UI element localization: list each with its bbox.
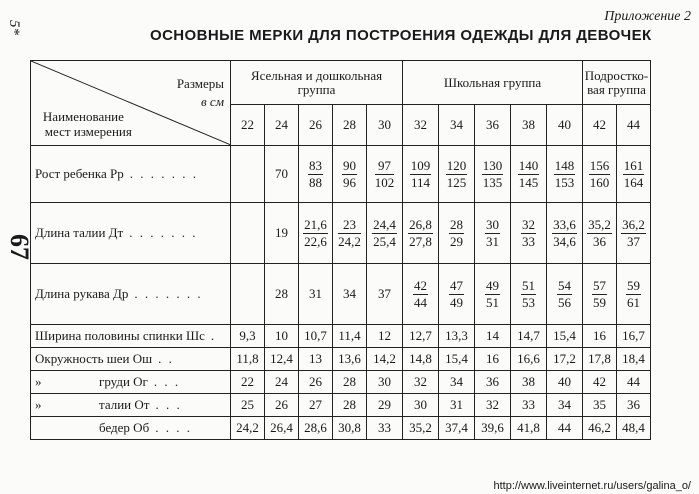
leader-dots: . xyxy=(210,328,217,343)
value-cell: 28 xyxy=(265,264,299,325)
value-bottom: 153 xyxy=(554,174,575,190)
value-top: 28 xyxy=(450,216,463,232)
value-cell xyxy=(299,146,333,203)
value-cell xyxy=(403,264,439,325)
row-waist xyxy=(31,394,651,417)
value-cell: 12,4 xyxy=(265,348,299,371)
table-title: ОСНОВНЫЕ МЕРКИ ДЛЯ ПОСТРОЕНИЯ ОДЕЖДЫ ДЛЯ ДЕВОЧЕК xyxy=(150,27,652,44)
value-cell: 28 xyxy=(333,371,367,394)
value-cell: 70 xyxy=(265,146,299,203)
value-top: 148 xyxy=(554,157,575,173)
value-bottom: 27,8 xyxy=(409,233,432,249)
header-corner-cell xyxy=(31,61,231,146)
value-bottom: 160 xyxy=(589,174,610,190)
value-cell xyxy=(475,146,511,203)
row-label xyxy=(31,264,231,325)
value-cell: 35,2 xyxy=(403,417,439,440)
value-cell: 27 xyxy=(299,394,333,417)
value-top: 161 xyxy=(623,157,644,173)
value-cell: 38 xyxy=(511,371,547,394)
value-bottom: 59 xyxy=(593,294,606,310)
group-preschool: Ясельная и дошкольная группа xyxy=(231,61,403,105)
row-label-text: бедер Об xyxy=(99,420,150,435)
row-label xyxy=(31,394,231,417)
leader-dots: . . xyxy=(158,351,174,366)
value-bottom: 125 xyxy=(446,174,467,190)
measure-label: Наименование xyxy=(42,109,124,124)
value-cell: 28,6 xyxy=(299,417,333,440)
measurements-table xyxy=(30,60,651,440)
value-top: 30 xyxy=(486,216,499,232)
size-cell: 22 xyxy=(231,105,265,146)
value-cell: 40 xyxy=(547,371,583,394)
value-cell: 35 xyxy=(583,394,617,417)
value-cell: 18,4 xyxy=(617,348,651,371)
value-bottom: 25,4 xyxy=(373,233,396,249)
value-cell: 34 xyxy=(439,371,475,394)
value-cell xyxy=(367,203,403,264)
value-cell xyxy=(439,264,475,325)
row-label-text: Окружность шеи Ош xyxy=(35,351,153,366)
size-cell: 40 xyxy=(547,105,583,146)
value-bottom: 34,6 xyxy=(553,233,576,249)
value-bottom: 56 xyxy=(558,294,571,310)
ditto-mark: » xyxy=(35,374,42,389)
value-cell: 30,8 xyxy=(333,417,367,440)
value-cell xyxy=(475,203,511,264)
value-bottom: 36 xyxy=(593,233,606,249)
value-cell xyxy=(547,264,583,325)
row-waist-length xyxy=(31,203,651,264)
appendix-label: Приложение 2 xyxy=(604,9,691,24)
page-number-side: 67 xyxy=(5,234,34,260)
value-cell: 44 xyxy=(547,417,583,440)
value-top: 120 xyxy=(446,157,467,173)
value-top: 21,6 xyxy=(304,216,327,232)
row-label-text: груди Ог xyxy=(99,374,148,389)
value-cell: 22 xyxy=(231,371,265,394)
value-cell: 33 xyxy=(511,394,547,417)
value-cell xyxy=(583,264,617,325)
value-cell: 13 xyxy=(299,348,333,371)
value-cell: 32 xyxy=(475,394,511,417)
value-cell: 37,4 xyxy=(439,417,475,440)
leader-dots: . . . . . . . xyxy=(134,286,203,301)
value-cell xyxy=(547,146,583,203)
size-cell: 28 xyxy=(333,105,367,146)
value-top: 47 xyxy=(450,277,463,293)
value-cell: 14,7 xyxy=(511,325,547,348)
value-cell: 33 xyxy=(367,417,403,440)
row-chest xyxy=(31,371,651,394)
ditto-mark: » xyxy=(35,397,42,412)
value-top: 90 xyxy=(343,157,356,173)
value-top: 109 xyxy=(410,157,431,173)
measure-label-2: мест измерения xyxy=(44,124,132,139)
value-cell: 34 xyxy=(547,394,583,417)
size-cell: 42 xyxy=(583,105,617,146)
value-cell: 11,4 xyxy=(333,325,367,348)
value-cell xyxy=(231,146,265,203)
value-cell xyxy=(231,203,265,264)
value-cell: 16 xyxy=(583,325,617,348)
row-label-text: Рост ребенка Рр xyxy=(35,166,124,181)
row-height xyxy=(31,146,651,203)
value-cell: 24,2 xyxy=(231,417,265,440)
value-cell xyxy=(511,146,547,203)
value-cell xyxy=(583,146,617,203)
value-cell: 15,4 xyxy=(439,348,475,371)
row-label xyxy=(31,417,231,440)
value-cell: 30 xyxy=(367,371,403,394)
row-label xyxy=(31,348,231,371)
row-label xyxy=(31,146,231,203)
value-bottom: 22,6 xyxy=(304,233,327,249)
size-cell: 38 xyxy=(511,105,547,146)
leader-dots: . . . xyxy=(153,374,181,389)
value-cell: 14 xyxy=(475,325,511,348)
value-bottom: 164 xyxy=(623,174,644,190)
value-cell xyxy=(333,146,367,203)
sizes-unit-label: в см xyxy=(201,94,224,109)
value-cell xyxy=(439,203,475,264)
value-bottom: 61 xyxy=(627,294,640,310)
row-label xyxy=(31,371,231,394)
value-bottom: 51 xyxy=(486,294,499,310)
row-label xyxy=(31,325,231,348)
value-cell: 15,4 xyxy=(547,325,583,348)
value-cell: 16,6 xyxy=(511,348,547,371)
row-label-text: Длина рукава Др xyxy=(35,286,129,301)
group-school: Школьная группа xyxy=(403,61,583,105)
value-cell xyxy=(333,203,367,264)
value-cell: 29 xyxy=(367,394,403,417)
value-cell: 11,8 xyxy=(231,348,265,371)
row-label-text: Длина талии Дт xyxy=(35,225,124,240)
size-cell: 34 xyxy=(439,105,475,146)
page-number-top: 5* xyxy=(6,20,22,35)
value-bottom: 102 xyxy=(374,174,395,190)
value-cell xyxy=(231,264,265,325)
value-cell: 14,2 xyxy=(367,348,403,371)
value-top: 42 xyxy=(414,277,427,293)
value-cell: 12,7 xyxy=(403,325,439,348)
value-top: 26,8 xyxy=(409,216,432,232)
value-top: 23 xyxy=(338,217,361,234)
size-cell: 44 xyxy=(617,105,651,146)
value-cell: 48,4 xyxy=(617,417,651,440)
row-sleeve-length xyxy=(31,264,651,325)
value-cell: 19 xyxy=(265,203,299,264)
value-bottom: 37 xyxy=(627,233,640,249)
value-cell: 26,4 xyxy=(265,417,299,440)
value-top: 33,6 xyxy=(553,216,576,232)
value-cell: 39,6 xyxy=(475,417,511,440)
value-cell: 32 xyxy=(403,371,439,394)
value-top: 24,4 xyxy=(373,216,396,232)
value-cell: 31 xyxy=(299,264,333,325)
value-cell: 30 xyxy=(403,394,439,417)
value-top: 83 xyxy=(309,157,322,173)
value-cell: 17,8 xyxy=(583,348,617,371)
value-top: 32 xyxy=(522,216,535,232)
value-bottom: 49 xyxy=(450,294,463,310)
row-label-text: талии От xyxy=(99,397,150,412)
value-top: 57 xyxy=(593,277,606,293)
value-cell: 36 xyxy=(475,371,511,394)
value-cell xyxy=(511,203,547,264)
value-cell: 10 xyxy=(265,325,299,348)
value-cell: 10,7 xyxy=(299,325,333,348)
value-cell xyxy=(617,264,651,325)
value-top: 130 xyxy=(482,157,503,173)
value-cell: 16,7 xyxy=(617,325,651,348)
value-cell: 12 xyxy=(367,325,403,348)
value-top: 140 xyxy=(518,157,539,173)
sizes-label: Размеры xyxy=(176,76,224,91)
group-teen: Подростко- вая группа xyxy=(583,61,651,105)
value-cell: 24 xyxy=(265,371,299,394)
value-top: 36,2 xyxy=(622,216,645,232)
value-cell: 34 xyxy=(333,264,367,325)
value-cell xyxy=(547,203,583,264)
value-cell xyxy=(439,146,475,203)
value-cell xyxy=(511,264,547,325)
value-cell xyxy=(299,203,333,264)
value-cell: 28 xyxy=(333,394,367,417)
row-label-text: Ширина половины спинки Шс xyxy=(35,328,205,343)
value-cell xyxy=(403,203,439,264)
value-bottom: 88 xyxy=(309,174,322,190)
size-cell: 24 xyxy=(265,105,299,146)
value-bottom: 114 xyxy=(410,174,431,190)
value-cell: 46,2 xyxy=(583,417,617,440)
value-bottom: 24,2 xyxy=(338,233,361,249)
size-cell: 32 xyxy=(403,105,439,146)
value-top: 51 xyxy=(522,277,535,293)
value-cell xyxy=(367,146,403,203)
value-bottom: 31 xyxy=(486,233,499,249)
value-cell: 13,3 xyxy=(439,325,475,348)
value-top: 54 xyxy=(558,277,571,293)
size-cell: 36 xyxy=(475,105,511,146)
value-bottom: 44 xyxy=(414,294,427,310)
leader-dots: . . . . . . . xyxy=(129,225,198,240)
value-cell: 31 xyxy=(439,394,475,417)
footer-url: http://www.liveinternet.ru/users/galina_o/ xyxy=(493,480,691,492)
leader-dots: . . . . . . . xyxy=(129,166,198,181)
value-bottom: 33 xyxy=(522,233,535,249)
value-cell: 44 xyxy=(617,371,651,394)
value-top: 97 xyxy=(375,158,395,175)
row-label xyxy=(31,203,231,264)
value-bottom: 96 xyxy=(343,174,356,190)
value-bottom: 29 xyxy=(450,233,463,249)
value-cell xyxy=(617,203,651,264)
value-cell: 37 xyxy=(367,264,403,325)
value-cell: 16 xyxy=(475,348,511,371)
value-cell xyxy=(403,146,439,203)
header-row-groups xyxy=(31,61,651,105)
value-cell: 26 xyxy=(299,371,333,394)
row-hips xyxy=(31,417,651,440)
value-cell: 26 xyxy=(265,394,299,417)
row-back-width xyxy=(31,325,651,348)
value-cell: 42 xyxy=(583,371,617,394)
leader-dots: . . . xyxy=(155,397,182,412)
value-cell: 41,8 xyxy=(511,417,547,440)
value-cell xyxy=(583,203,617,264)
value-cell: 25 xyxy=(231,394,265,417)
row-neck xyxy=(31,348,651,371)
value-cell xyxy=(617,146,651,203)
value-top: 49 xyxy=(486,277,499,293)
value-cell: 14,8 xyxy=(403,348,439,371)
value-bottom: 145 xyxy=(518,174,539,190)
value-bottom: 135 xyxy=(482,174,503,190)
value-cell xyxy=(475,264,511,325)
value-top: 156 xyxy=(589,157,610,173)
size-cell: 26 xyxy=(299,105,333,146)
value-cell: 13,6 xyxy=(333,348,367,371)
value-cell: 36 xyxy=(617,394,651,417)
value-cell: 9,3 xyxy=(231,325,265,348)
leader-dots: . . . . xyxy=(155,420,192,435)
value-top: 59 xyxy=(627,277,640,293)
value-cell: 17,2 xyxy=(547,348,583,371)
size-cell: 30 xyxy=(367,105,403,146)
value-bottom: 53 xyxy=(522,294,535,310)
value-top: 35,2 xyxy=(588,216,611,232)
